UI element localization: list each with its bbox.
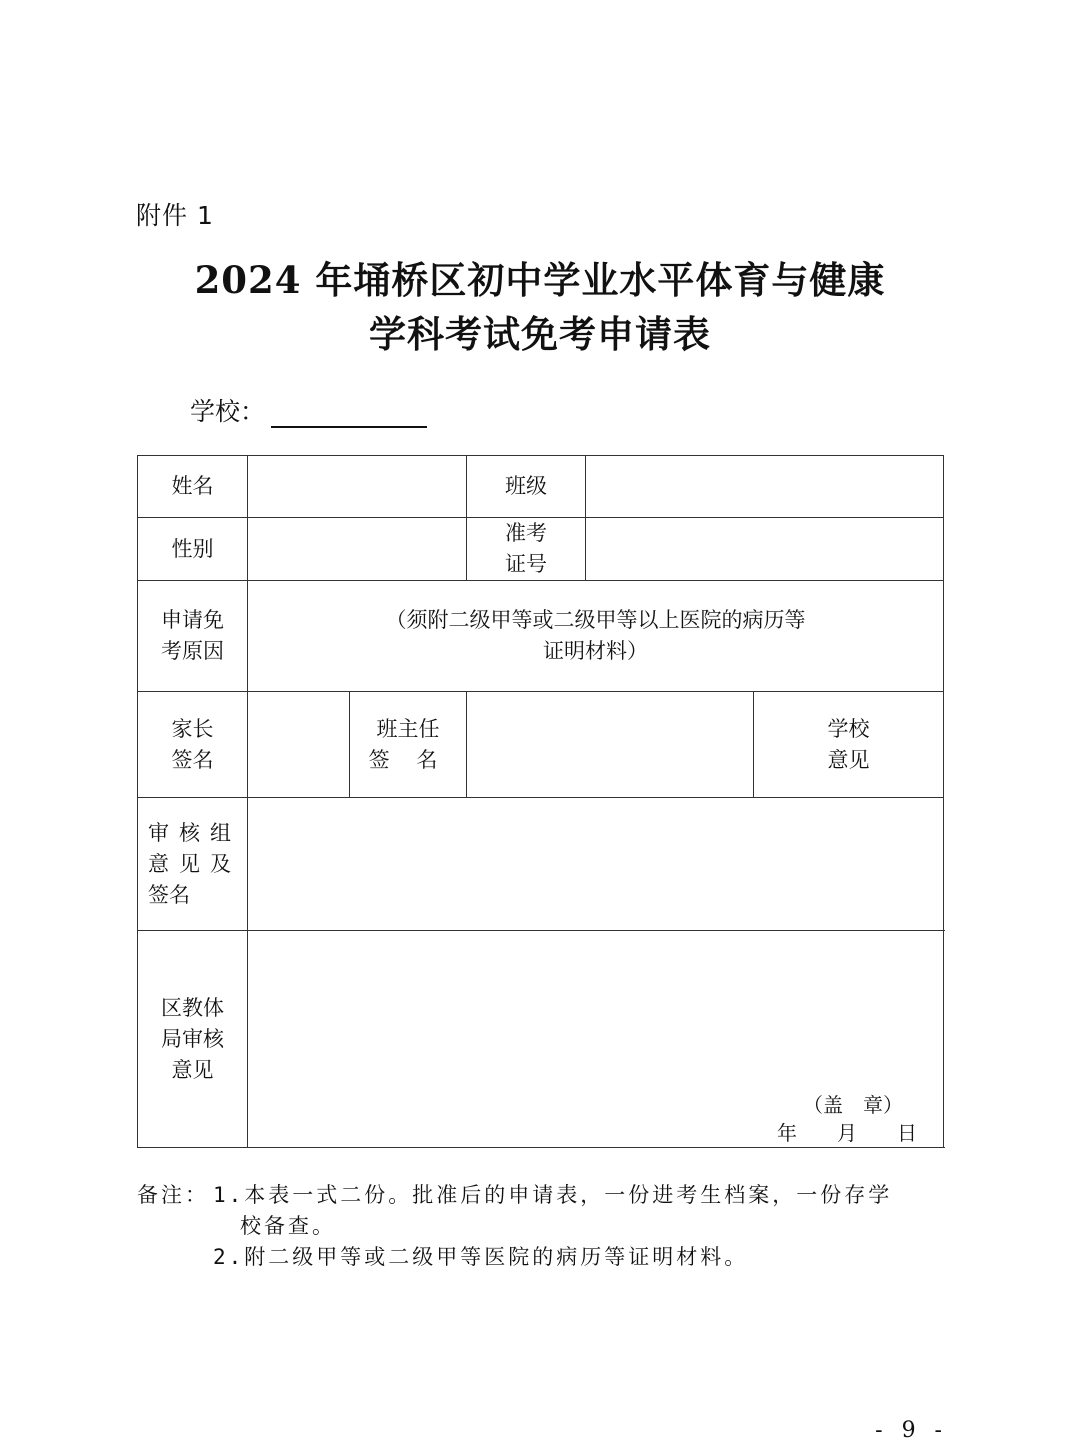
school-opinion-line-1: 学校 (827, 716, 870, 741)
bureau-review-field[interactable] (248, 931, 944, 1148)
bureau-label-line-1: 区教体 (161, 995, 224, 1020)
teacher-label-line-1: 班主任 (376, 716, 440, 741)
ticket-label-line-2: 证号 (505, 552, 547, 576)
gender-field[interactable] (248, 518, 467, 581)
class-label: 班级 (467, 456, 586, 518)
review-label-line-1: 审核组 (148, 820, 241, 845)
ticket-number-label (467, 518, 586, 581)
school-field (190, 392, 427, 428)
head-teacher-signature-label (350, 692, 467, 798)
attachment-label: 附件 1 (136, 201, 214, 230)
parent-signature-label (138, 692, 248, 798)
review-label-line-2: 意见及 (148, 851, 241, 876)
document-title-line-1: 2024 年埇桥区初中学业水平体育与健康 (194, 258, 886, 302)
bureau-review-label (138, 931, 248, 1148)
ticket-number-field[interactable] (586, 518, 944, 581)
notes-prefix: 备注： (137, 1183, 209, 1207)
review-group-field[interactable] (248, 798, 944, 931)
row-gender-ticket (138, 518, 944, 581)
school-label: 学校： (190, 397, 266, 426)
exemption-reason-label (138, 581, 248, 692)
date-line: 年 月 日 (777, 1121, 917, 1145)
application-form-table (137, 455, 944, 1148)
school-opinion-label (754, 692, 944, 798)
exemption-reason-field[interactable] (248, 581, 944, 692)
name-field[interactable] (248, 456, 467, 518)
school-blank-line[interactable] (271, 396, 427, 428)
note-item-2: 2.附二级甲等或二级甲等医院的病历等证明材料。 (213, 1245, 749, 1269)
notes-section (137, 1180, 947, 1273)
note-item-1 (137, 1180, 947, 1211)
reason-note-line-1: （须附二级甲等或二级甲等以上医院的病历等 (385, 608, 806, 632)
review-group-label (138, 798, 248, 931)
bureau-label-line-3: 意见 (171, 1057, 214, 1082)
row-signatures (138, 692, 944, 798)
row-name-class (138, 456, 944, 518)
ticket-label-line-1: 准考 (505, 521, 547, 545)
note-item-1-line-1: 1.本表一式二份。批准后的申请表，一份进考生档案，一份存学 (213, 1183, 893, 1207)
note-item-1-line-2: 校备查。 (240, 1214, 336, 1238)
reason-label-line-2: 考原因 (161, 639, 224, 663)
school-opinion-line-2: 意见 (827, 747, 870, 772)
row-bureau-review (138, 931, 944, 1148)
reason-label-line-1: 申请免 (161, 608, 224, 632)
reason-note-line-2: 证明材料） (543, 639, 648, 663)
page-number: - 9 - (875, 1418, 948, 1443)
row-exemption-reason (138, 581, 944, 692)
teacher-label-line-2: 签 名 (368, 747, 448, 772)
parent-label-line-2: 签名 (171, 747, 214, 772)
document-title-line-2: 学科考试免考申请表 (369, 312, 711, 356)
official-stamp-label: （盖 章） (803, 1093, 903, 1117)
name-label: 姓名 (138, 456, 248, 518)
head-teacher-signature-field[interactable] (467, 692, 754, 798)
row-review-group (138, 798, 944, 931)
gender-label: 性别 (138, 518, 248, 581)
review-label-line-3: 签名 (148, 882, 190, 907)
class-field[interactable] (586, 456, 944, 518)
parent-signature-field[interactable] (248, 692, 350, 798)
bureau-label-line-2: 局审核 (161, 1026, 224, 1051)
parent-label-line-1: 家长 (171, 716, 214, 741)
